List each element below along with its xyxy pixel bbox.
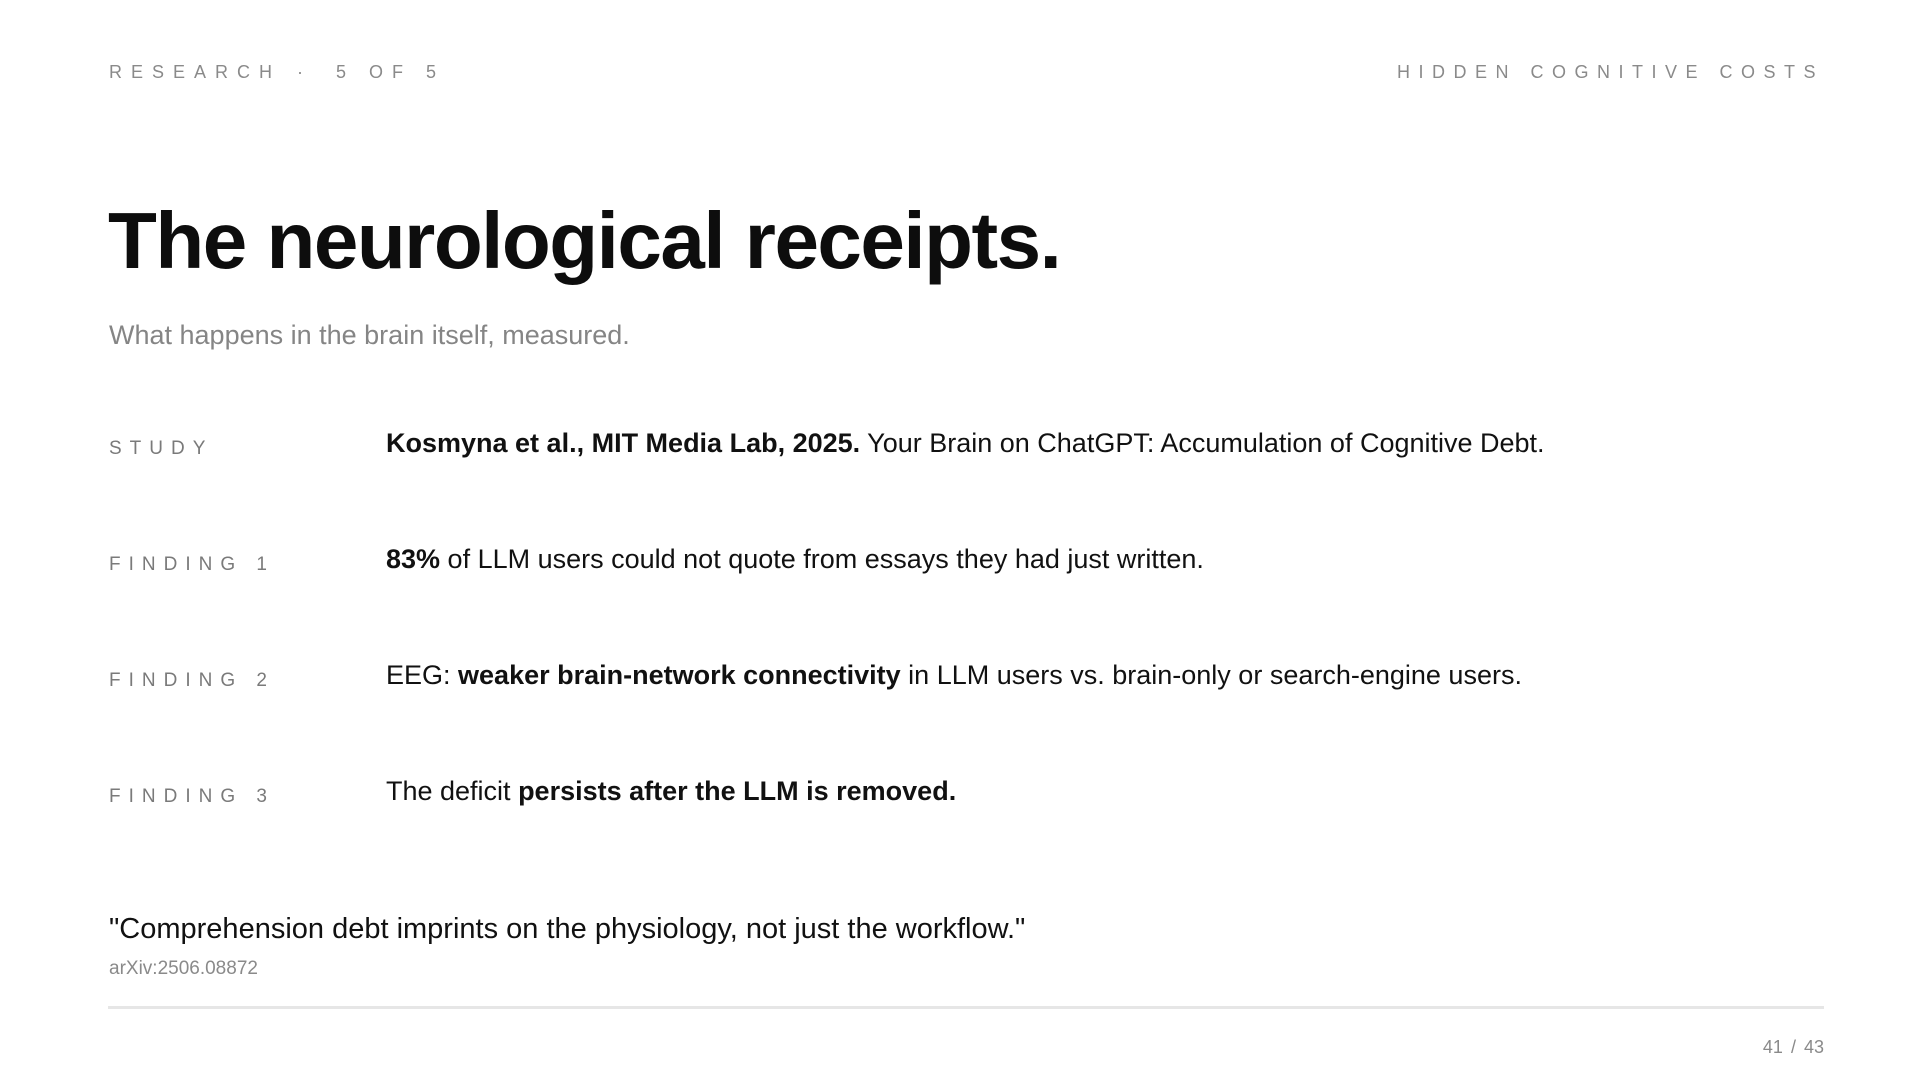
study-text: [386, 428, 1545, 459]
finding-2-prefix: EEG:: [386, 660, 459, 690]
study-citation-bold: Kosmyna et al., MIT Media Lab, 2025.: [386, 428, 861, 458]
quote-citation: arXiv:2506.08872: [109, 958, 258, 979]
finding-2-row: [109, 660, 1829, 700]
page-separator: /: [1790, 1037, 1796, 1057]
slide-subtitle: What happens in the brain itself, measured.: [109, 320, 630, 350]
finding-3-row: [109, 776, 1829, 816]
finding-2-text: [386, 660, 1522, 691]
footer-divider: [108, 1006, 1824, 1009]
finding-3-text: [386, 776, 956, 807]
finding-2-suffix: in LLM users vs. brain-only or search-engine users.: [900, 660, 1522, 690]
section-kicker: [109, 62, 445, 83]
finding-1-label: FINDING 1: [109, 554, 275, 575]
finding-2-emphasis: weaker brain-network connectivity: [458, 660, 901, 690]
pull-quote: "Comprehension debt imprints on the physiology, not just the workflow.": [109, 913, 1026, 945]
finding-3-prefix: The deficit: [386, 776, 519, 806]
finding-1-rest: of LLM users could not quote from essays they had just written.: [440, 544, 1204, 574]
study-title: Your Brain on ChatGPT: Accumulation of Cognitive Debt.: [860, 428, 1545, 458]
slide-title: The neurological receipts.: [108, 196, 1061, 285]
section-progress: 5 OF 5: [336, 62, 446, 82]
finding-2-label: FINDING 2: [109, 670, 275, 691]
finding-1-row: [109, 544, 1829, 584]
section-label: RESEARCH: [109, 62, 282, 82]
finding-3-label: FINDING 3: [109, 786, 275, 807]
kicker-separator: ·: [297, 62, 313, 82]
page-number: [1763, 1037, 1824, 1058]
study-label: STUDY: [109, 438, 214, 459]
deck-title: HIDDEN COGNITIVE COSTS: [1396, 62, 1824, 82]
study-row: [109, 428, 1829, 468]
finding-3-emphasis: persists after the LLM is removed.: [518, 776, 957, 806]
finding-1-text: [386, 544, 1204, 575]
total-pages: 43: [1803, 1037, 1824, 1057]
finding-1-stat: 83%: [386, 544, 441, 574]
current-page: 41: [1762, 1037, 1783, 1057]
